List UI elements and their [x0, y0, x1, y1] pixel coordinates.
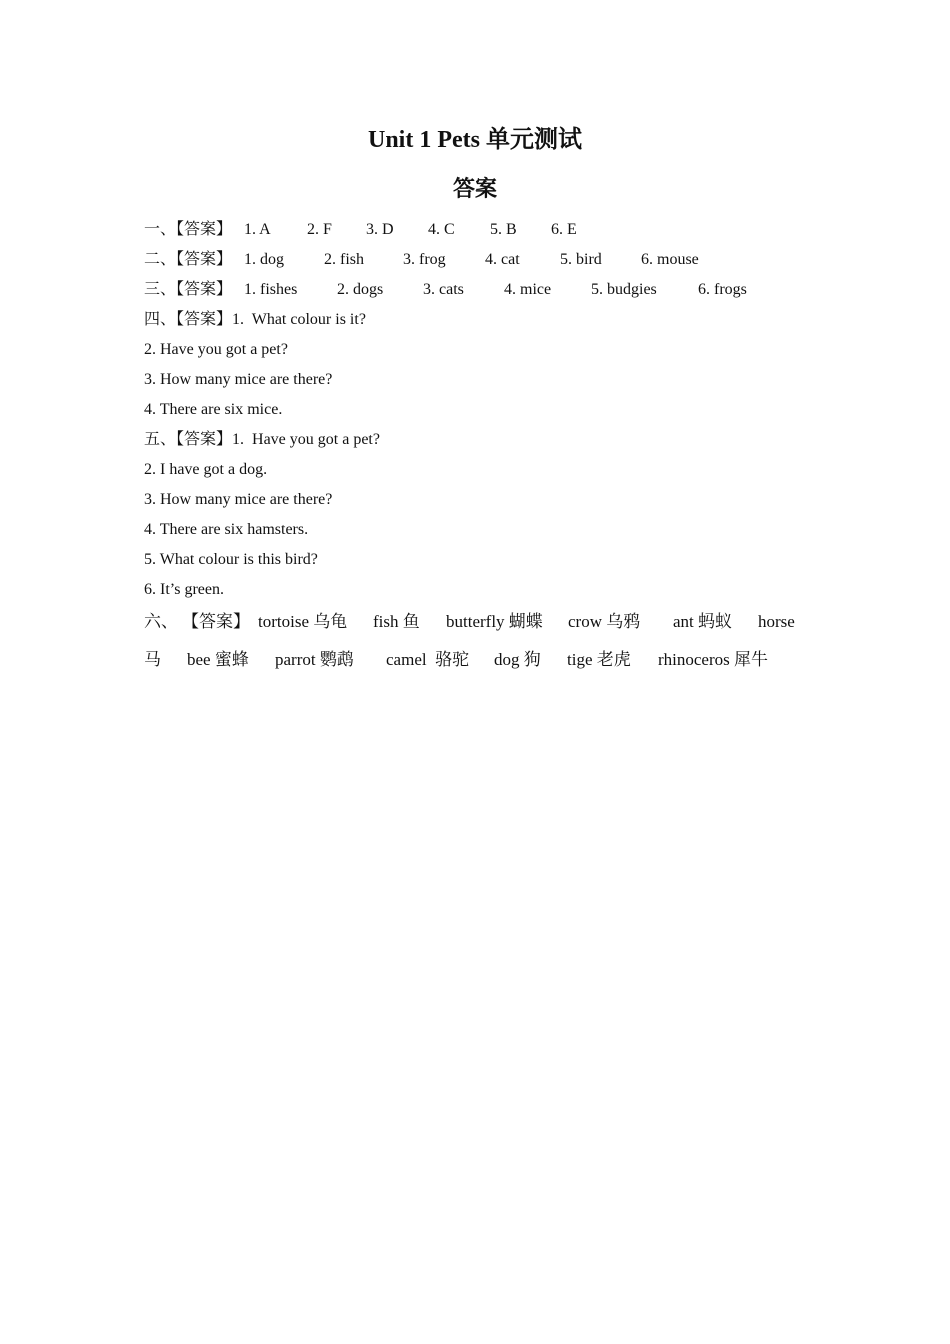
- answer-item: 4. cat: [485, 251, 520, 268]
- answer-item: 4. C: [428, 221, 455, 238]
- vocab-item: ant 蚂蚁: [673, 612, 733, 631]
- page-title: Unit 1 Pets 单元测试: [368, 127, 582, 153]
- answer-item: 4. mice: [504, 281, 552, 298]
- section-4-prefix: 四、【答案】: [144, 311, 233, 328]
- answer-item: 2. F: [307, 221, 332, 238]
- section-3-prefix: 三、【答案】: [144, 281, 233, 298]
- sentence: 5. What colour is this bird?: [144, 551, 318, 568]
- answer-item: 2. fish: [324, 251, 364, 268]
- answer-item: 5. budgies: [591, 281, 657, 298]
- vocab-item: 马: [144, 650, 161, 669]
- sentence: 6. It’s green.: [144, 581, 224, 598]
- vocab-item: dog 狗: [494, 650, 541, 669]
- vocab-item: rhinoceros 犀牛: [658, 650, 769, 669]
- vocab-item: camel 骆驼: [386, 650, 470, 669]
- answer-item: 2. dogs: [337, 281, 384, 298]
- vocab-item: tige 老虎: [567, 650, 631, 669]
- vocab-item: horse: [758, 612, 795, 631]
- section-5-line-1: [144, 428, 380, 452]
- sentence: 4. There are six hamsters.: [144, 521, 309, 538]
- sentence: 1. What colour is it?: [232, 311, 366, 328]
- answer-item: 3. cats: [423, 281, 464, 298]
- answer-item: 1. fishes: [244, 281, 298, 298]
- sentence: 1. Have you got a pet?: [232, 431, 380, 448]
- answer-item: 6. E: [551, 221, 577, 238]
- vocab-item: tortoise 乌龟: [258, 612, 348, 631]
- section-6-label: 【答案】: [182, 612, 250, 631]
- sentence: 2. Have you got a pet?: [144, 341, 288, 358]
- answer-heading: 答案: [452, 176, 497, 201]
- answer-item: 3. frog: [403, 251, 446, 268]
- answer-item: 5. bird: [560, 251, 602, 268]
- vocab-item: parrot 鹦鹉: [275, 650, 354, 669]
- sentence: 4. There are six mice.: [144, 401, 283, 418]
- vocab-item: butterfly 蝴蝶: [446, 612, 543, 631]
- section-2-prefix: 二、【答案】: [144, 251, 233, 268]
- answer-item: 3. D: [366, 221, 394, 238]
- answer-item: 1. dog: [244, 251, 284, 268]
- section-6-number: 六、: [144, 612, 178, 631]
- answer-item: 6. mouse: [641, 251, 699, 268]
- answer-item: 1. A: [244, 221, 271, 238]
- section-5-prefix: 五、【答案】: [144, 431, 233, 448]
- section-1-prefix: 一、【答案】: [144, 221, 233, 238]
- answer-item: 6. frogs: [698, 281, 747, 298]
- vocab-item: bee 蜜蜂: [187, 650, 249, 669]
- sentence: 3. How many mice are there?: [144, 491, 333, 508]
- answer-item: 5. B: [490, 221, 517, 238]
- sentence: 2. I have got a dog.: [144, 461, 268, 478]
- vocab-item: fish 鱼: [373, 612, 420, 631]
- section-4-line-1: [144, 308, 366, 332]
- vocab-item: crow 乌鸦: [568, 612, 641, 631]
- sentence: 3. How many mice are there?: [144, 371, 333, 388]
